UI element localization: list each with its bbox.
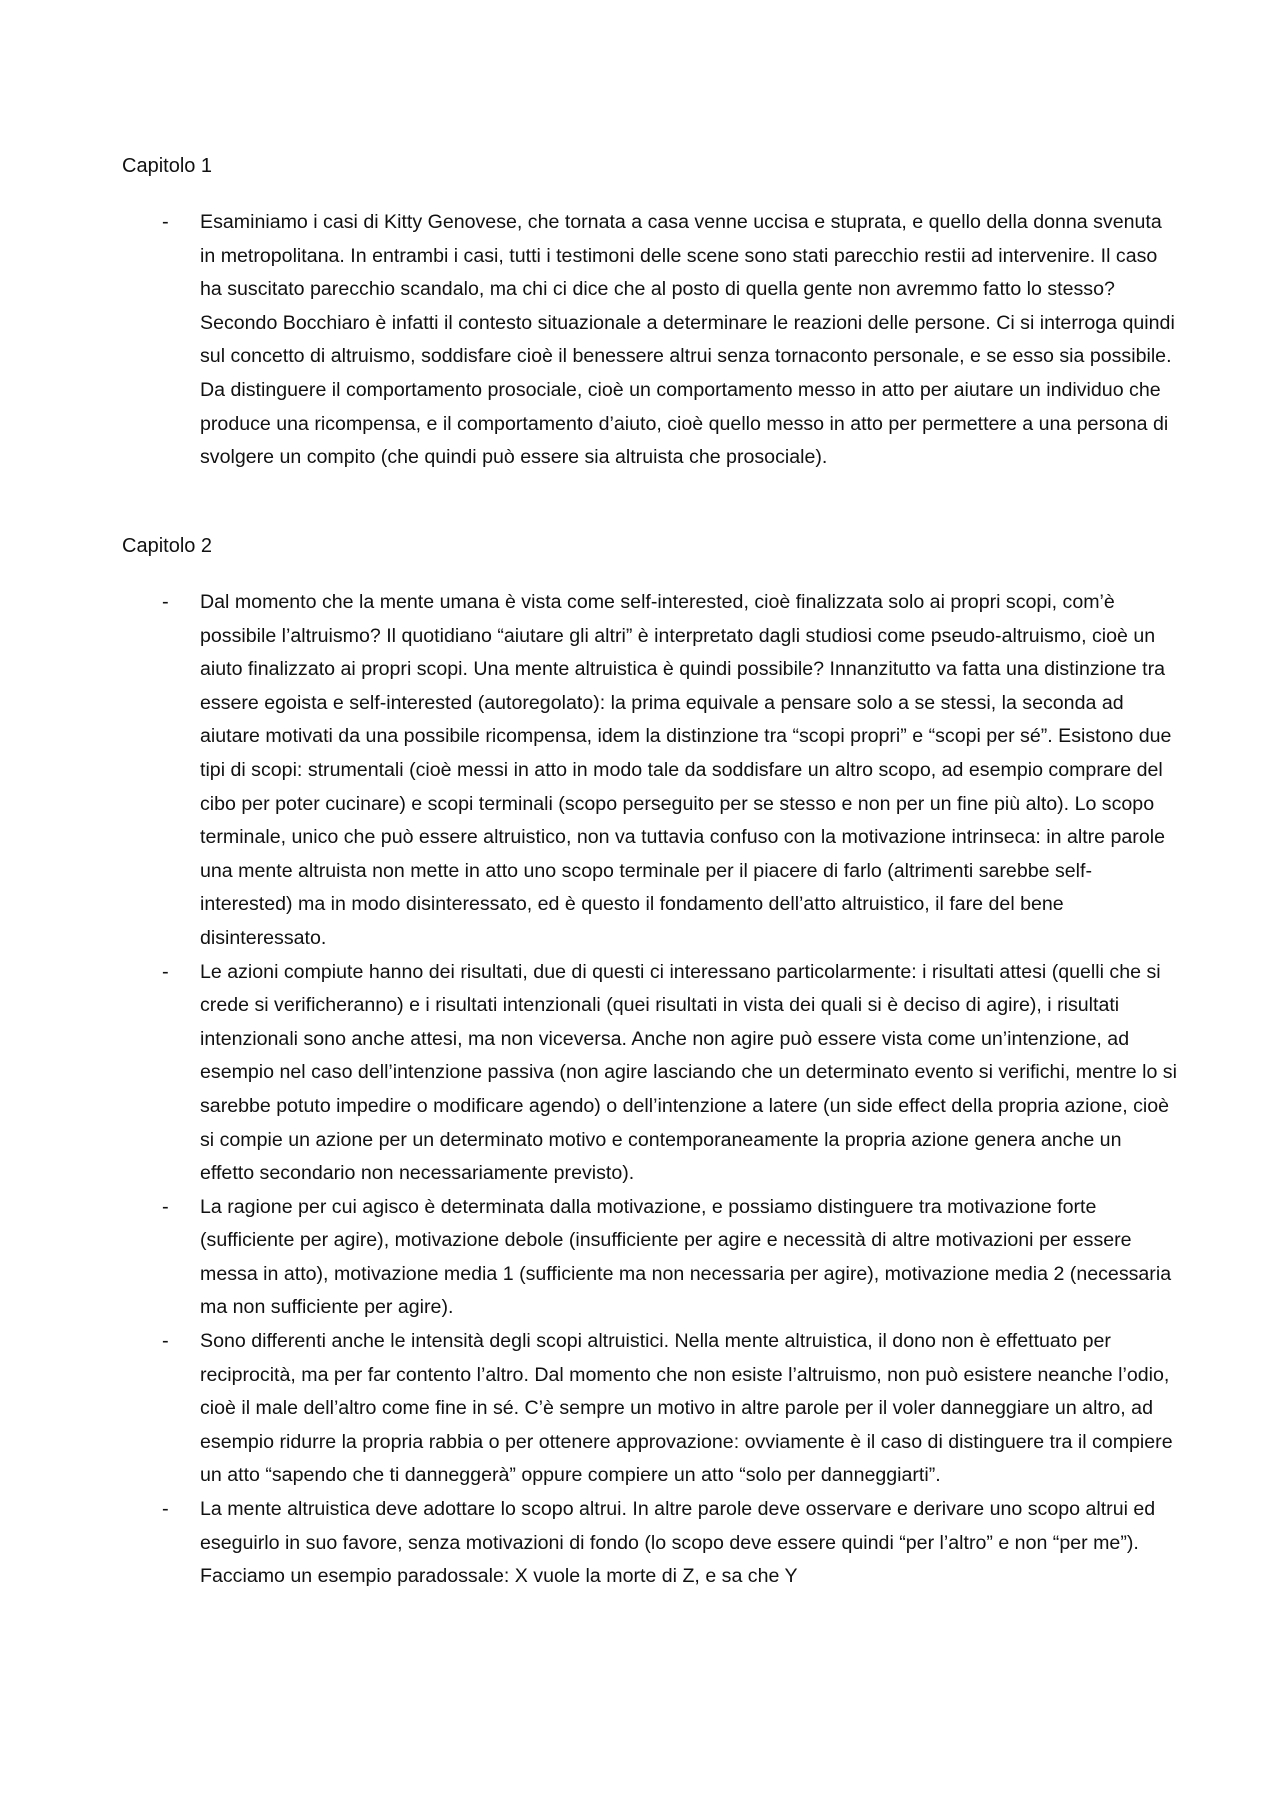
list-item — [122, 586, 1182, 956]
paragraph-text: Esaminiamo i casi di Kitty Genovese, che tornata a casa venne uccisa e stuprata, e quello della donna svenuta in metropolitana. In entrambi i casi, tutti i testimoni delle scene sono stati parecchio restii ad intervenire. Il caso ha suscitato parecchio scandalo, ma chi ci dice che al posto di quella gente non avremmo fatto lo stesso? Secondo Bocchiaro è infatti il contesto situazionale a determinare le reazioni delle persone. Ci si interroga quindi sul concetto di altruismo, soddisfare cioè il benessere altrui senza tornaconto personale, e se esso sia possibile. Da distinguere il comportamento prosociale, cioè un comportamento messo in atto per aiutare un individuo che produce una ricompensa, e il comportamento d’aiuto, cioè quello messo in atto per permettere a una persona di svolgere un compito (che quindi può essere sia altruista che prosociale). — [200, 211, 1175, 469]
bullet-dash: - — [162, 591, 169, 613]
paragraph-text: La ragione per cui agisco è determinata dalla motivazione, e possiamo distinguere tra motivazione forte (sufficiente per agire), motivazione debole (insufficiente per agire e necessità di altre motivazioni per essere messa in atto), motivazione media 1 (sufficiente ma non necessaria per agire), motivazione media 2 (necessaria ma non sufficiente per agire). — [200, 1195, 1172, 1319]
bullet-dash: - — [162, 1330, 169, 1353]
paragraph-text: Le azioni compiute hanno dei risultati, due di questi ci interessano particolarmente: i risultati attesi (quelli che si crede si verificheranno) e i risultati intenzionali (quei risultati in vista dei quali si è deciso di agire), i risultati intenzionali sono anche attesi, ma non viceversa. Anche non agire può essere vista come un’intenzione, ad esempio nel caso dell’intenzione passiva (non agire lasciando che un determinato evento si verifichi, mentre lo si sarebbe potuto impedire o modificare agendo) o dell’intenzione a latere (un side effect della propria azione, cioè si compie un azione per un determinato motivo e contemporaneamente la propria azione genera anche un effetto secondario non necessariamente previsto). — [200, 960, 1177, 1185]
bullet-list-capitolo-2 — [122, 586, 1182, 1594]
bullet-list-capitolo-1 — [122, 206, 1182, 475]
paragraph-text: Sono differenti anche le intensità degli scopi altruistici. Nella mente altruistica, il dono non è effettuato per reciprocità, ma per far contento l’altro. Dal momento che non esiste l’altruismo, non può esistere neanche l’odio, cioè il male dell’altro come fine in sé. C’è sempre un motivo in altre parole per il voler danneggiare un altro, ad esempio ridurre la propria rabbia o per ottenere approvazione: ovviamente è il caso di distinguere tra il compiere un atto “sapendo che ti danneggerà” oppure compiere un atto “solo per danneggiarti”. — [200, 1330, 1173, 1487]
list-item — [122, 956, 1182, 1191]
bullet-dash: - — [162, 1498, 169, 1521]
bullet-dash: - — [162, 1195, 169, 1218]
bullet-dash: - — [162, 211, 169, 233]
section-heading-capitolo-1: Capitolo 1 — [122, 155, 213, 177]
paragraph-text: La mente altruistica deve adottare lo scopo altrui. In altre parole deve osservare e derivare uno scopo altrui ed eseguirlo in suo favore, senza motivazioni di fondo (lo scopo deve essere quindi “per l’altro” e non “per me”). Facciamo un esempio paradossale: X vuole la morte di Z, e sa che Y — [200, 1498, 1156, 1588]
section-heading-capitolo-2: Capitolo 2 — [122, 535, 213, 557]
list-item — [122, 1191, 1182, 1325]
list-item — [122, 1493, 1182, 1594]
paragraph-text: Dal momento che la mente umana è vista come self-interested, cioè finalizzata solo ai propri scopi, com’è possibile l’altruismo? Il quotidiano “aiutare gli altri” è interpretato dagli studiosi come pseudo-altruismo, cioè un aiuto finalizzato ai propri scopi. Una mente altruistica è quindi possibile? Innanzitutto va fatta una distinzione tra essere egoista e self-interested (autoregolato): la prima equivale a pensare solo a se stessi, la seconda ad aiutare motivati da una possibile ricompensa, idem la distinzione tra “scopi propri” e “scopi per sé”. Esistono due tipi di scopi: strumentali (cioè messi in atto in modo tale da soddisfare un altro scopo, ad esempio comprare del cibo per poter cucinare) e scopi terminali (scopo perseguito per se stesso e non per un fine più alto). Lo scopo terminale, unico che può essere altruistico, non va tuttavia confuso con la motivazione intrinseca: in altre parole una mente altruista non mette in atto uno scopo terminale per il piacere di farlo (altrimenti sarebbe self-interested) ma in modo disinteressato, ed è questo il fondamento dell’atto altruistico, il fare del bene disinteressato. — [200, 591, 1172, 949]
list-item — [122, 206, 1182, 475]
bullet-dash: - — [162, 960, 169, 983]
list-item — [122, 1325, 1182, 1493]
